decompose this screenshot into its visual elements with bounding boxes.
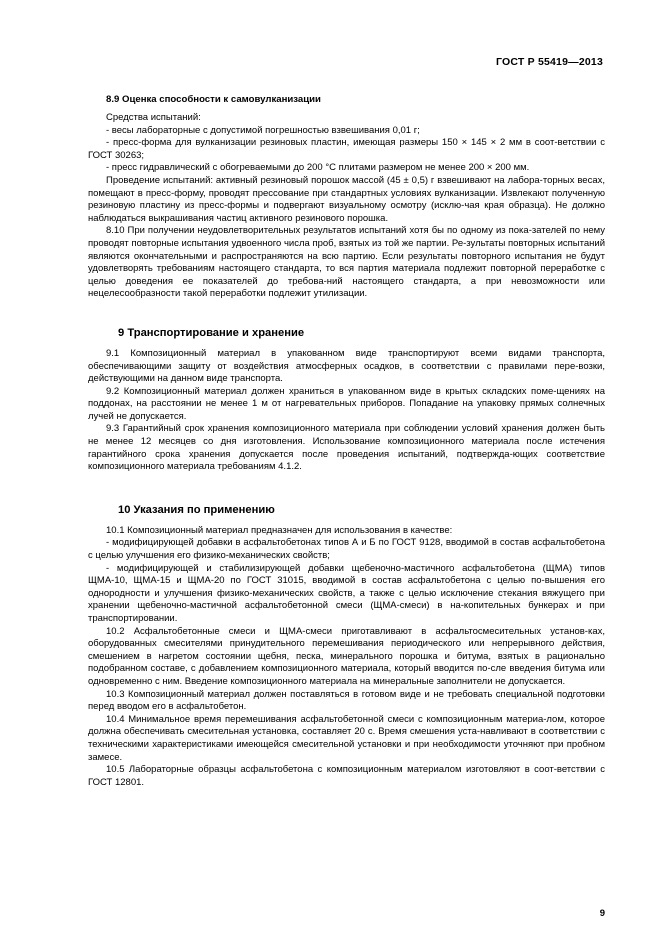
paragraph: 10.2 Асфальтобетонные смеси и ЩМА-смеси приготавливают в асфальтосмесительных установ-ках, оборудованных смесителями принудительного перемешивания периодического или непрерывного действия, смешением в нагретом состоянии щебня, песка, минерального порошка и битума, взятых в рационально подобранном составе, с добавлением композиционного материала, который вводится по-сле введения битума или одновременно с ним. Введение композиционного материала на минеральные заполнители не допускается. [88, 625, 605, 687]
paragraph: - модифицирующей добавки в асфальтобетонах типов А и Б по ГОСТ 9128, вводимой в состав асфальтобетона с целью улучшения его физико-механических свойств; [88, 537, 605, 562]
paragraph: Средства испытаний: [106, 112, 201, 123]
paragraph: 10.1 Композиционный материал предназначен для использования в качестве: [106, 524, 453, 536]
paragraph: - модифицирующей и стабилизирующей добавки щебеночно-мастичного асфальтобетона (ЩМА) типов ЩМА-10, ЩМА-15 и ЩМА-20 по ГОСТ 31015, вводимой в состав асфальтобетона с целью по-вышения его однородности и улучшения физико-механических свойств, а также с целью исключение стекания вяжущего при хранении щебеночно-мастичной асфальтобетонной смеси (ЩМА-смеси) в на-копительных бункерах и при транспортировании. [88, 562, 605, 624]
paragraph: 10.5 Лабораторные образцы асфальтобетона с композиционным материалом изготовляют в соот-ветствии с ГОСТ 12801. [88, 764, 605, 788]
paragraph: 8.10 При получении неудовлетворительных результатов испытаний хотя бы по одному из пока-зателей по нему проводят повторные испытания удвоенного числа проб, взятых из той же партии. Ре-зультаты повторных испытаний являются окончательными и распространяются на всю партию. Если результаты повторного испытания не будут удовлетворять требованиям настоящего стандарта, то вся партия материала подлежит повторной переработке с целью доведения ее показателей до требова-ний настоящего стандарта, а при невозможности или нецелесообразности такой переработки подлежит утилизации. [88, 225, 605, 300]
section-heading: 8.9 Оценка способности к самовулканизации [106, 94, 321, 105]
page-number: 9 [599, 908, 605, 919]
section-9 [88, 327, 605, 474]
paragraph: - пресс гидравлический с обогреваемыми до 200 °С плитами размером не менее 200 × 200 мм. [106, 162, 530, 174]
paragraph: Проведение испытаний: активный резиновый порошок массой (45 ± 0,5) г взвешивают на лабора-торных весах, помещают в пресс-форму, проводят прессование при стандартных условиях вулканизации. Извлекают полученную резиновую пластину из пресс-формы и подвергают визуальному осмотру (исклю-чая края образца). Не должно наблюдаться выкрашивания частиц активного резинового порошка. [88, 174, 605, 224]
document-header: ГОСТ Р 55419—2013 [495, 56, 603, 68]
paragraph: 9.3 Гарантийный срок хранения композиционного материала при соблюдении условий хранения должен быть не менее 12 месяцев со дня изготовления. Использование композиционного материала после истечения гарантийного срока хранения допускается после проведения испытаний, подтвержда-ющих соответствие композиционного материала требованиям 4.1.2. [88, 423, 605, 473]
section-heading: 9 Транспортирование и хранение [118, 326, 305, 339]
paragraph: 10.4 Минимальное время перемешивания асфальтобетонной смеси с композиционным материа-лом, которое должна обеспечивать смесительная установка, составляет 20 с. Время смешения уста-навливают в соответствии с техническими характеристиками имеющейся смесительной установки и при необходимости уточняют при пробном замесе. [88, 713, 605, 763]
section-heading: 10 Указания по применению [118, 503, 275, 516]
paragraph: 9.1 Композиционный материал в упакованном виде транспортируют всеми видами транспорта, обеспечивающими защиту от воздействия атмосферных осадков, в соответствии с правилами пере-возки, действующими на данном виде транспорта. [88, 347, 605, 385]
paragraph: - весы лабораторные с допустимой погрешностью взвешивания 0,01 г; [106, 124, 420, 136]
paragraph: 9.2 Композиционный материал должен храниться в упакованном виде в крытых складских поме-щениях на поддонах, на расстоянии не менее 1 м от нагревательных приборов. Попадание на упаковку прямых солнечных лучей не допускается. [88, 385, 605, 422]
paragraph: - пресс-форма для вулканизации резиновых пластин, имеющая размеры 150 × 145 × 2 мм в соот-ветствии с ГОСТ 30263; [88, 137, 605, 161]
section-10 [88, 504, 605, 789]
section-8-9 [88, 94, 605, 301]
paragraph: 10.3 Композиционный материал должен поставляться в готовом виде и не требовать специальной подготовки перед вводом его в асфальтобетон. [88, 688, 605, 713]
